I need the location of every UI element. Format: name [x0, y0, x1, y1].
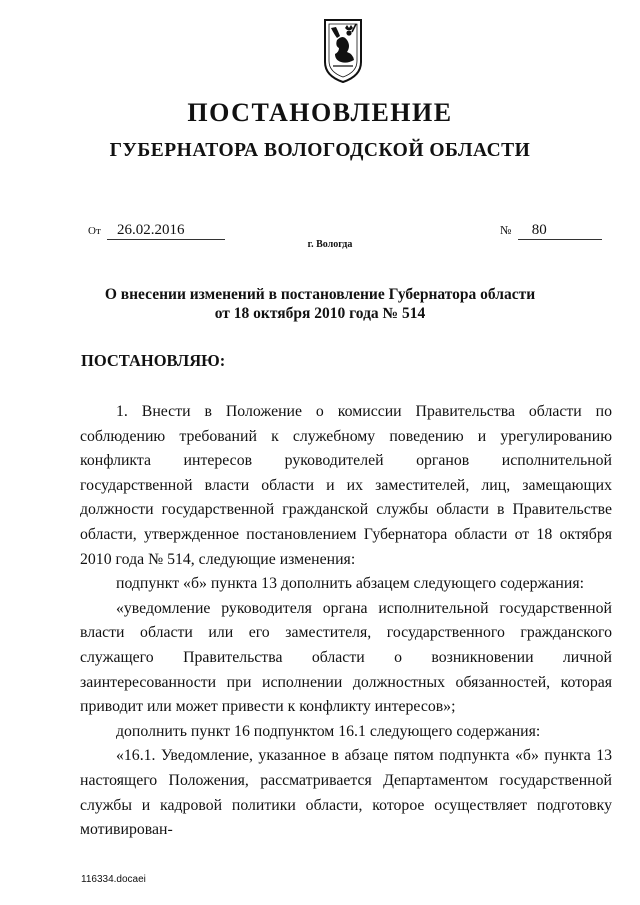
- document-body: [80, 400, 612, 843]
- document-city: г. Вологда: [307, 239, 353, 250]
- subject-line-2: от 18 октября 2010 года № 514: [214, 305, 426, 322]
- date-label: От: [88, 225, 101, 237]
- document-title: ПОСТАНОВЛЕНИЕ: [187, 98, 453, 127]
- document-date: 26.02.2016: [107, 222, 225, 240]
- subject-line-1: О внесении изменений в постановление Губернатора области: [104, 286, 536, 303]
- paragraph-4: дополнить пункт 16 подпунктом 16.1 следующего содержания:: [116, 722, 541, 740]
- document-date-field: [88, 222, 225, 240]
- paragraph-1: 1. Внести в Положение о комиссии Правительства области по соблюдению требований к служебному поведению и урегулированию конфликта интересов руководителей органов исполнительной государственной власти области и их заместителей, лиц, замещающих должности государственной гражданской службы области в Правительстве области, утвержденное постановлением Губернатора области от 18 октября 2010 года № 514, следующие изменения:: [80, 403, 612, 568]
- decree-heading: ПОСТАНОВЛЯЮ:: [81, 351, 226, 370]
- paragraph-5: «16.1. Уведомление, указанное в абзаце пятом подпункта «б» пункта 13 настоящего Положения, рассматривается Департаментом государственной службы и кадровой политики области, которое осуществляет подготовку мотивирован-: [80, 747, 612, 839]
- file-reference: 116334.docaei: [81, 874, 146, 885]
- document-subtitle: ГУБЕРНАТОРА ВОЛОГОДСКОЙ ОБЛАСТИ: [109, 140, 531, 161]
- paragraph-2: подпункт «б» пункта 13 дополнить абзацем следующего содержания:: [116, 575, 584, 593]
- paragraph-3: «уведомление руководителя органа исполнительной государственной власти области или его заместителя, государственного гражданского служащего Правительства области о возникновении личной заинтересованности при исполнении должностных обязанностей, которая приводит или может привести к конфликту интересов»;: [80, 599, 612, 716]
- document-number: 80: [518, 222, 602, 240]
- document-number-field: [500, 222, 602, 240]
- coat-of-arms-icon: [323, 18, 363, 84]
- document-subject: [0, 285, 640, 323]
- number-label: №: [500, 223, 512, 237]
